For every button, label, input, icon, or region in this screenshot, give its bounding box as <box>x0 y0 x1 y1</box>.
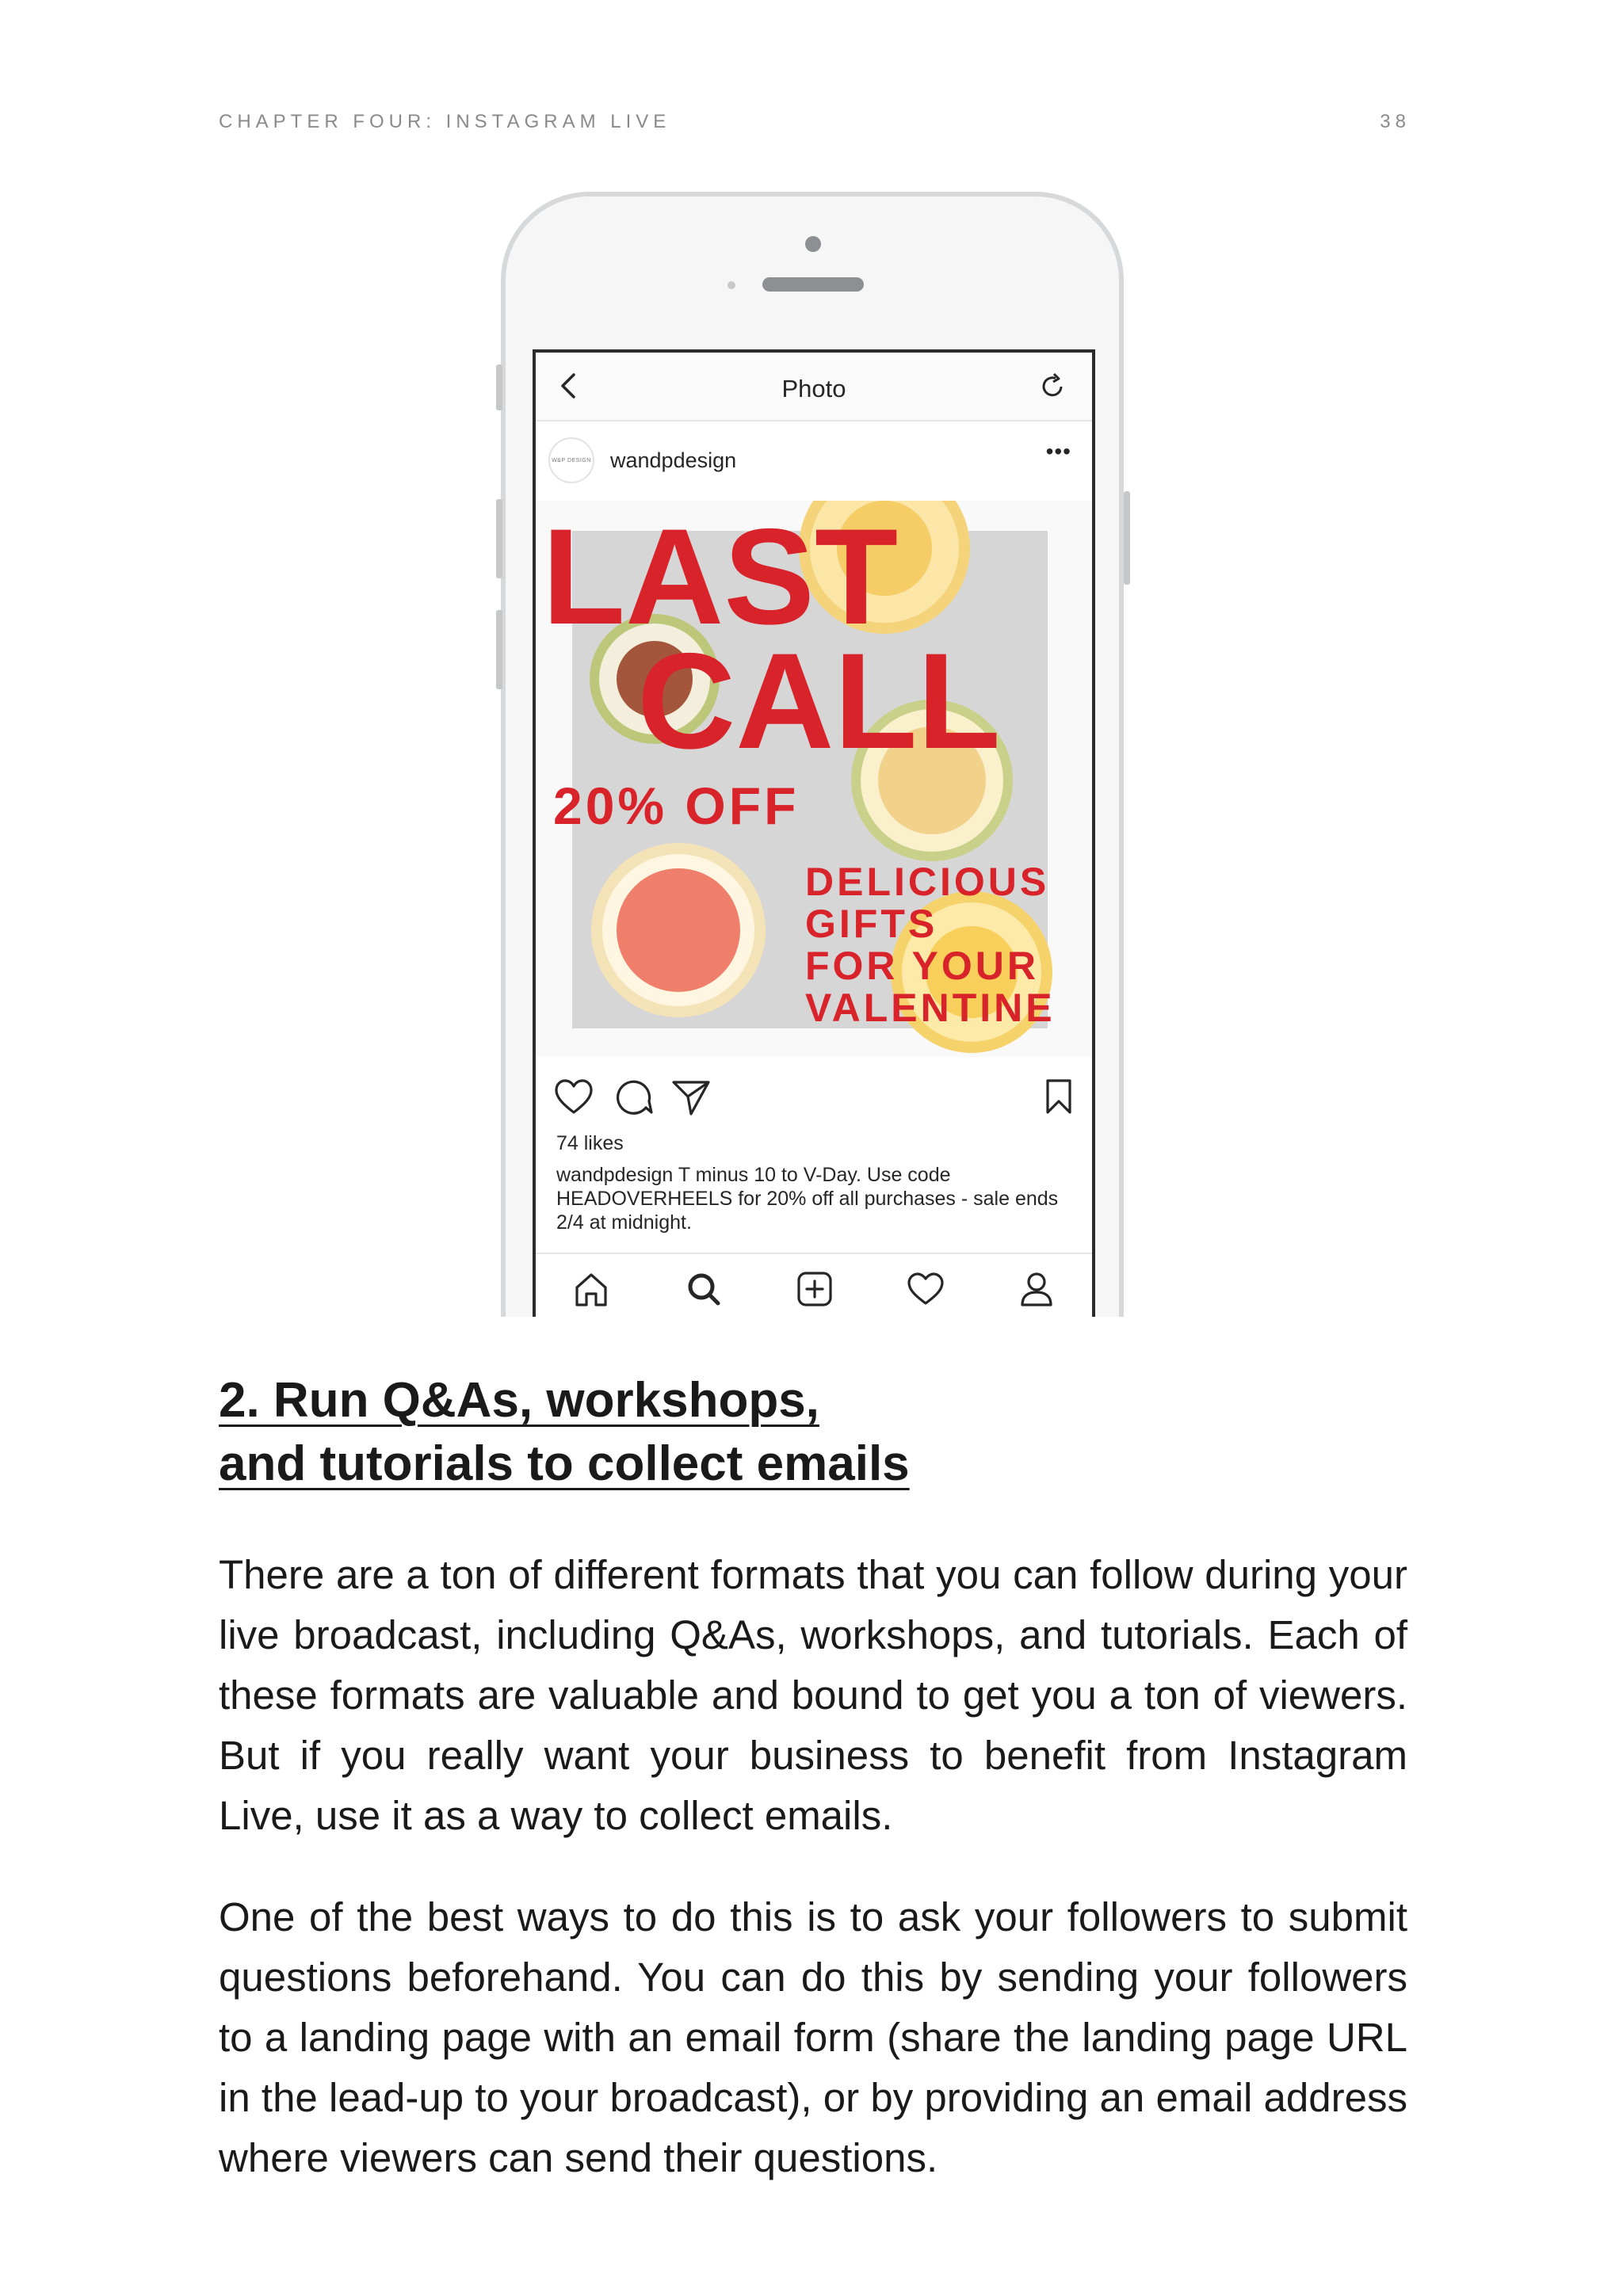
promo-discount: 20% OFF <box>553 776 800 835</box>
phone-screen <box>533 349 1095 1317</box>
post-header <box>536 421 1092 501</box>
promo-tag-3: FOR YOUR <box>805 944 1039 988</box>
search-icon[interactable] <box>682 1267 726 1315</box>
activity-heart-icon[interactable] <box>903 1267 948 1315</box>
paragraph-2: One of the best ways to do this is to ask your followers to submit questions beforehand. You can do this by sending your followers to a landing page with an email form (share the landing page URL in the lead-up to your broadcast), or by providing an email address where viewers can send their questions. <box>219 1894 1407 2180</box>
post-actions <box>536 1070 1092 1125</box>
nav-bar <box>536 353 1092 421</box>
avatar-logo-text: W&P DESIGN <box>552 457 591 463</box>
likes-count: 74 likes <box>556 1132 624 1154</box>
paragraph-1: There are a ton of different formats that you can follow during your live broadcast, including Q&As, workshops, and tutorials. Each of these formats are valuable and bound to get you a ton of viewers. But if you really want your business to benefit from Instagram Live, use it as a way to collect emails. <box>219 1552 1407 1838</box>
page-number: 38 <box>1380 111 1411 132</box>
new-post-icon[interactable] <box>792 1267 837 1315</box>
home-icon[interactable] <box>569 1267 613 1315</box>
like-heart-icon[interactable] <box>553 1077 594 1121</box>
phone-volume-up <box>496 499 502 578</box>
phone-power-button <box>1124 491 1130 585</box>
caption-text: T minus 10 to V-Day. Use code HEADOVERHEELS for 20% off all purchases - sale ends 2/4 at midnight. <box>556 1164 1059 1234</box>
heading-line-1: 2. Run Q&As, workshops, <box>219 1373 819 1428</box>
phone-speaker <box>762 277 864 292</box>
promo-tag-1: DELICIOUS <box>805 860 1050 904</box>
phone-mute-switch <box>496 364 502 410</box>
profile-icon[interactable] <box>1014 1267 1059 1315</box>
heading-line-2: and tutorials to collect emails <box>219 1436 910 1491</box>
phone-camera <box>805 236 821 252</box>
post-username[interactable]: wandpdesign <box>610 448 737 472</box>
avatar[interactable] <box>548 437 594 483</box>
promo-line-call: CALL <box>637 625 1001 777</box>
bookmark-icon[interactable] <box>1043 1077 1075 1121</box>
promo-line-last: LAST <box>542 501 899 653</box>
post-caption <box>556 1163 1064 1234</box>
phone-sensor <box>727 281 735 289</box>
refresh-icon[interactable] <box>1037 370 1068 406</box>
page-header <box>219 111 1411 133</box>
share-icon[interactable] <box>670 1077 712 1121</box>
caption-username[interactable]: wandpdesign <box>556 1164 674 1186</box>
nav-title: Photo <box>781 375 846 402</box>
phone-volume-down <box>496 610 502 689</box>
comment-icon[interactable] <box>613 1077 655 1121</box>
section-heading <box>219 1369 932 1496</box>
promo-tag-4: VALENTINE <box>805 986 1056 1030</box>
promo-graphic <box>536 501 1092 1057</box>
chapter-title: CHAPTER FOUR: INSTAGRAM LIVE <box>219 111 671 132</box>
promo-tag-2: GIFTS <box>805 902 938 946</box>
more-options-icon[interactable]: ••• <box>1045 439 1071 463</box>
post-image <box>536 501 1092 1057</box>
tab-bar <box>536 1253 1092 1317</box>
